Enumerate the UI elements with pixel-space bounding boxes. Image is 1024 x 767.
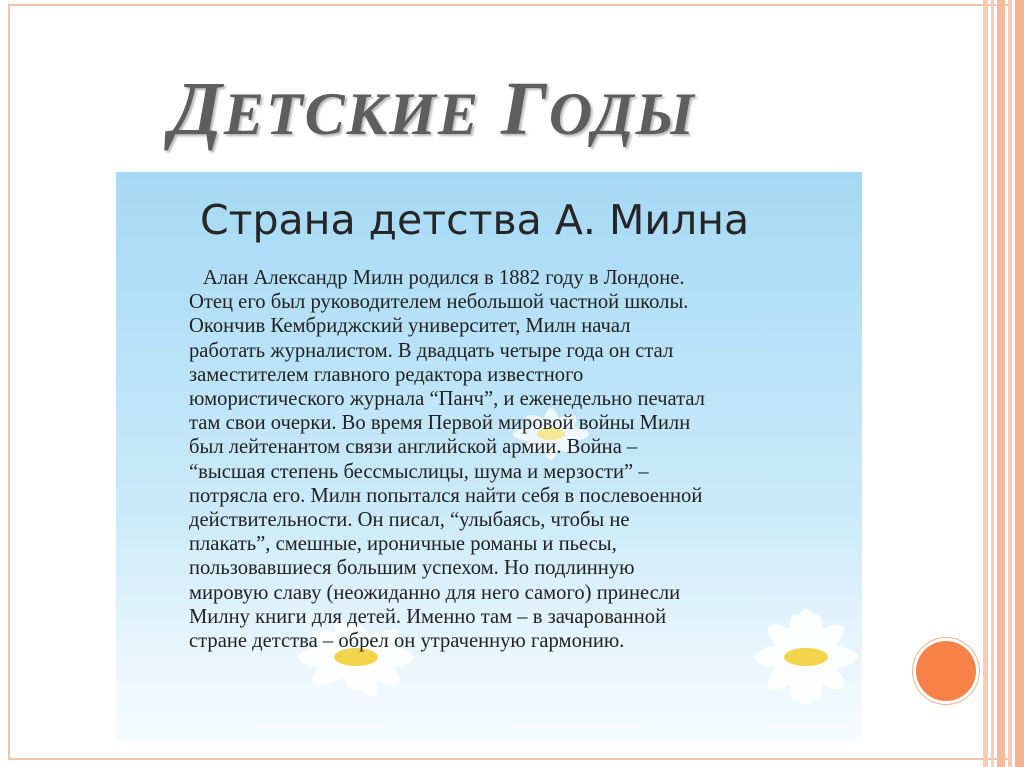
picture-heading: Страна детства А. Милна <box>200 196 750 244</box>
text-line: стране детства – обрел он утраченную гармонию. <box>189 630 625 653</box>
decorative-stripe <box>1008 0 1012 767</box>
text-line: там свои очерки. Во время Первой мировой войны Милн <box>189 412 691 435</box>
text-line: заместителем главного редактора известного <box>189 363 584 386</box>
decorative-stripe <box>983 0 988 767</box>
text-line: “высшая степень бессмыслицы, шума и мерзости” – <box>189 460 649 483</box>
text-line: был лейтенантом связи английской армии. Война – <box>189 436 638 459</box>
decorative-stripe <box>997 0 1005 767</box>
biography-text <box>189 266 853 653</box>
text-picture <box>116 172 862 740</box>
slide-title: ДЕТСКИЕ ГОДЫ <box>170 67 696 151</box>
text-line: действительности. Он писал, “улыбаясь, чтобы не <box>189 509 630 532</box>
text-line: пользовавшиеся большим успехом. Но подлинную <box>189 557 635 580</box>
text-line: юмористического журнала “Панч”, и еженедельно печатал <box>189 388 705 411</box>
text-line: Милну книги для детей. Именно там – в зачарованной <box>189 605 667 628</box>
text-line: Алан Александр Милн родился в 1882 году в Лондоне. <box>203 267 685 289</box>
text-line: Отец его был руководителем небольшой частной школы. <box>189 291 689 314</box>
decorative-orange-circle <box>916 641 976 701</box>
text-line: потрясла его. Милн попытался найти себя в послевоенной <box>189 484 703 507</box>
text-line: мировую славу (неожиданно для него самого) принесли <box>189 581 681 604</box>
decorative-stripe <box>1015 0 1024 767</box>
text-line: работать журналистом. В двадцать четыре года он стал <box>189 339 674 362</box>
text-line: плакать”, смешные, ироничные романы и пьесы, <box>189 533 617 556</box>
decorative-stripe <box>991 0 994 767</box>
text-line: Окончив Кембриджский университет, Милн начал <box>189 315 631 338</box>
